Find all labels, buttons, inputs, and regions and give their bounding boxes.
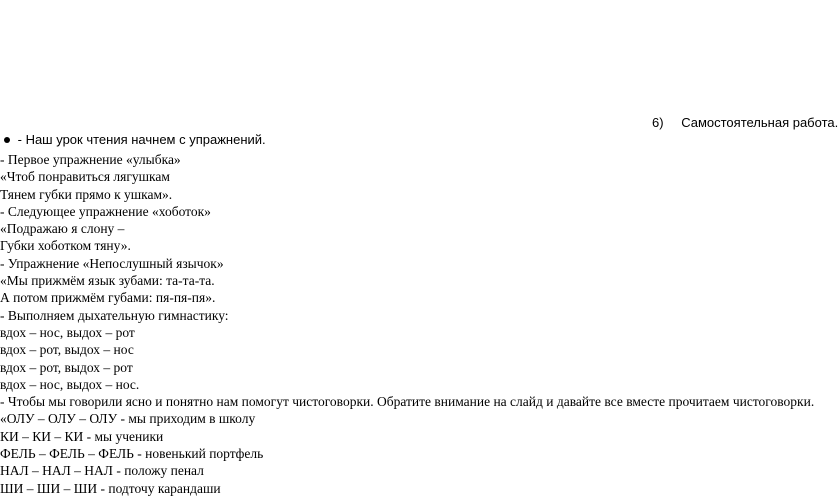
text-line: «Подражаю я слону – [0,221,125,237]
text-line: Тянем губки прямо к ушкам». [0,186,173,202]
section-heading [652,115,838,130]
text-line: Губки хоботком тяну». [0,238,131,254]
text-line: вдох – рот, выдох – рот [0,359,133,375]
bullet-icon [4,137,10,143]
section-number: 6) [652,115,664,130]
text-line: вдох – нос, выдох – рот [0,324,135,340]
intro-line [0,132,266,147]
text-line: - Следующее упражнение «хоботок» [0,203,211,219]
text-line: А потом прижмём губами: пя-пя-пя». [0,290,216,306]
text-line: - Первое упражнение «улыбка» [0,152,181,167]
text-line: НАЛ – НАЛ – НАЛ - положу пенал [0,463,204,479]
text-line: - Упражнение «Непослушный язычок» [0,255,224,271]
text-line: ШИ – ШИ – ШИ - подточу карандаши [0,480,221,496]
text-line: вдох – нос, выдох – нос. [0,376,140,392]
text-line: «ОЛУ – ОЛУ – ОЛУ - мы приходим в школу [0,411,256,427]
text-line: КИ – КИ – КИ - мы ученики [0,428,164,444]
document-body [0,151,814,497]
text-line: - Чтобы мы говорили ясно и понятно нам помогут чистоговорки. Обратите внимание на слайд и давайте все вместе прочитаем чистоговорки. [0,394,815,410]
text-line: вдох – рот, выдох – нос [0,342,134,358]
intro-text: - Наш урок чтения начнем с упражнений. [17,132,266,147]
text-line: - Выполняем дыхательную гимнастику: [0,307,229,323]
section-title: Самостоятельная работа. [681,115,838,130]
text-line: ФЕЛЬ – ФЕЛЬ – ФЕЛЬ - новенький портфель [0,446,264,462]
text-line: «Чтоб понравиться лягушкам [0,169,170,185]
text-line: «Мы прижмём язык зубами: та-та-та. [0,273,215,289]
